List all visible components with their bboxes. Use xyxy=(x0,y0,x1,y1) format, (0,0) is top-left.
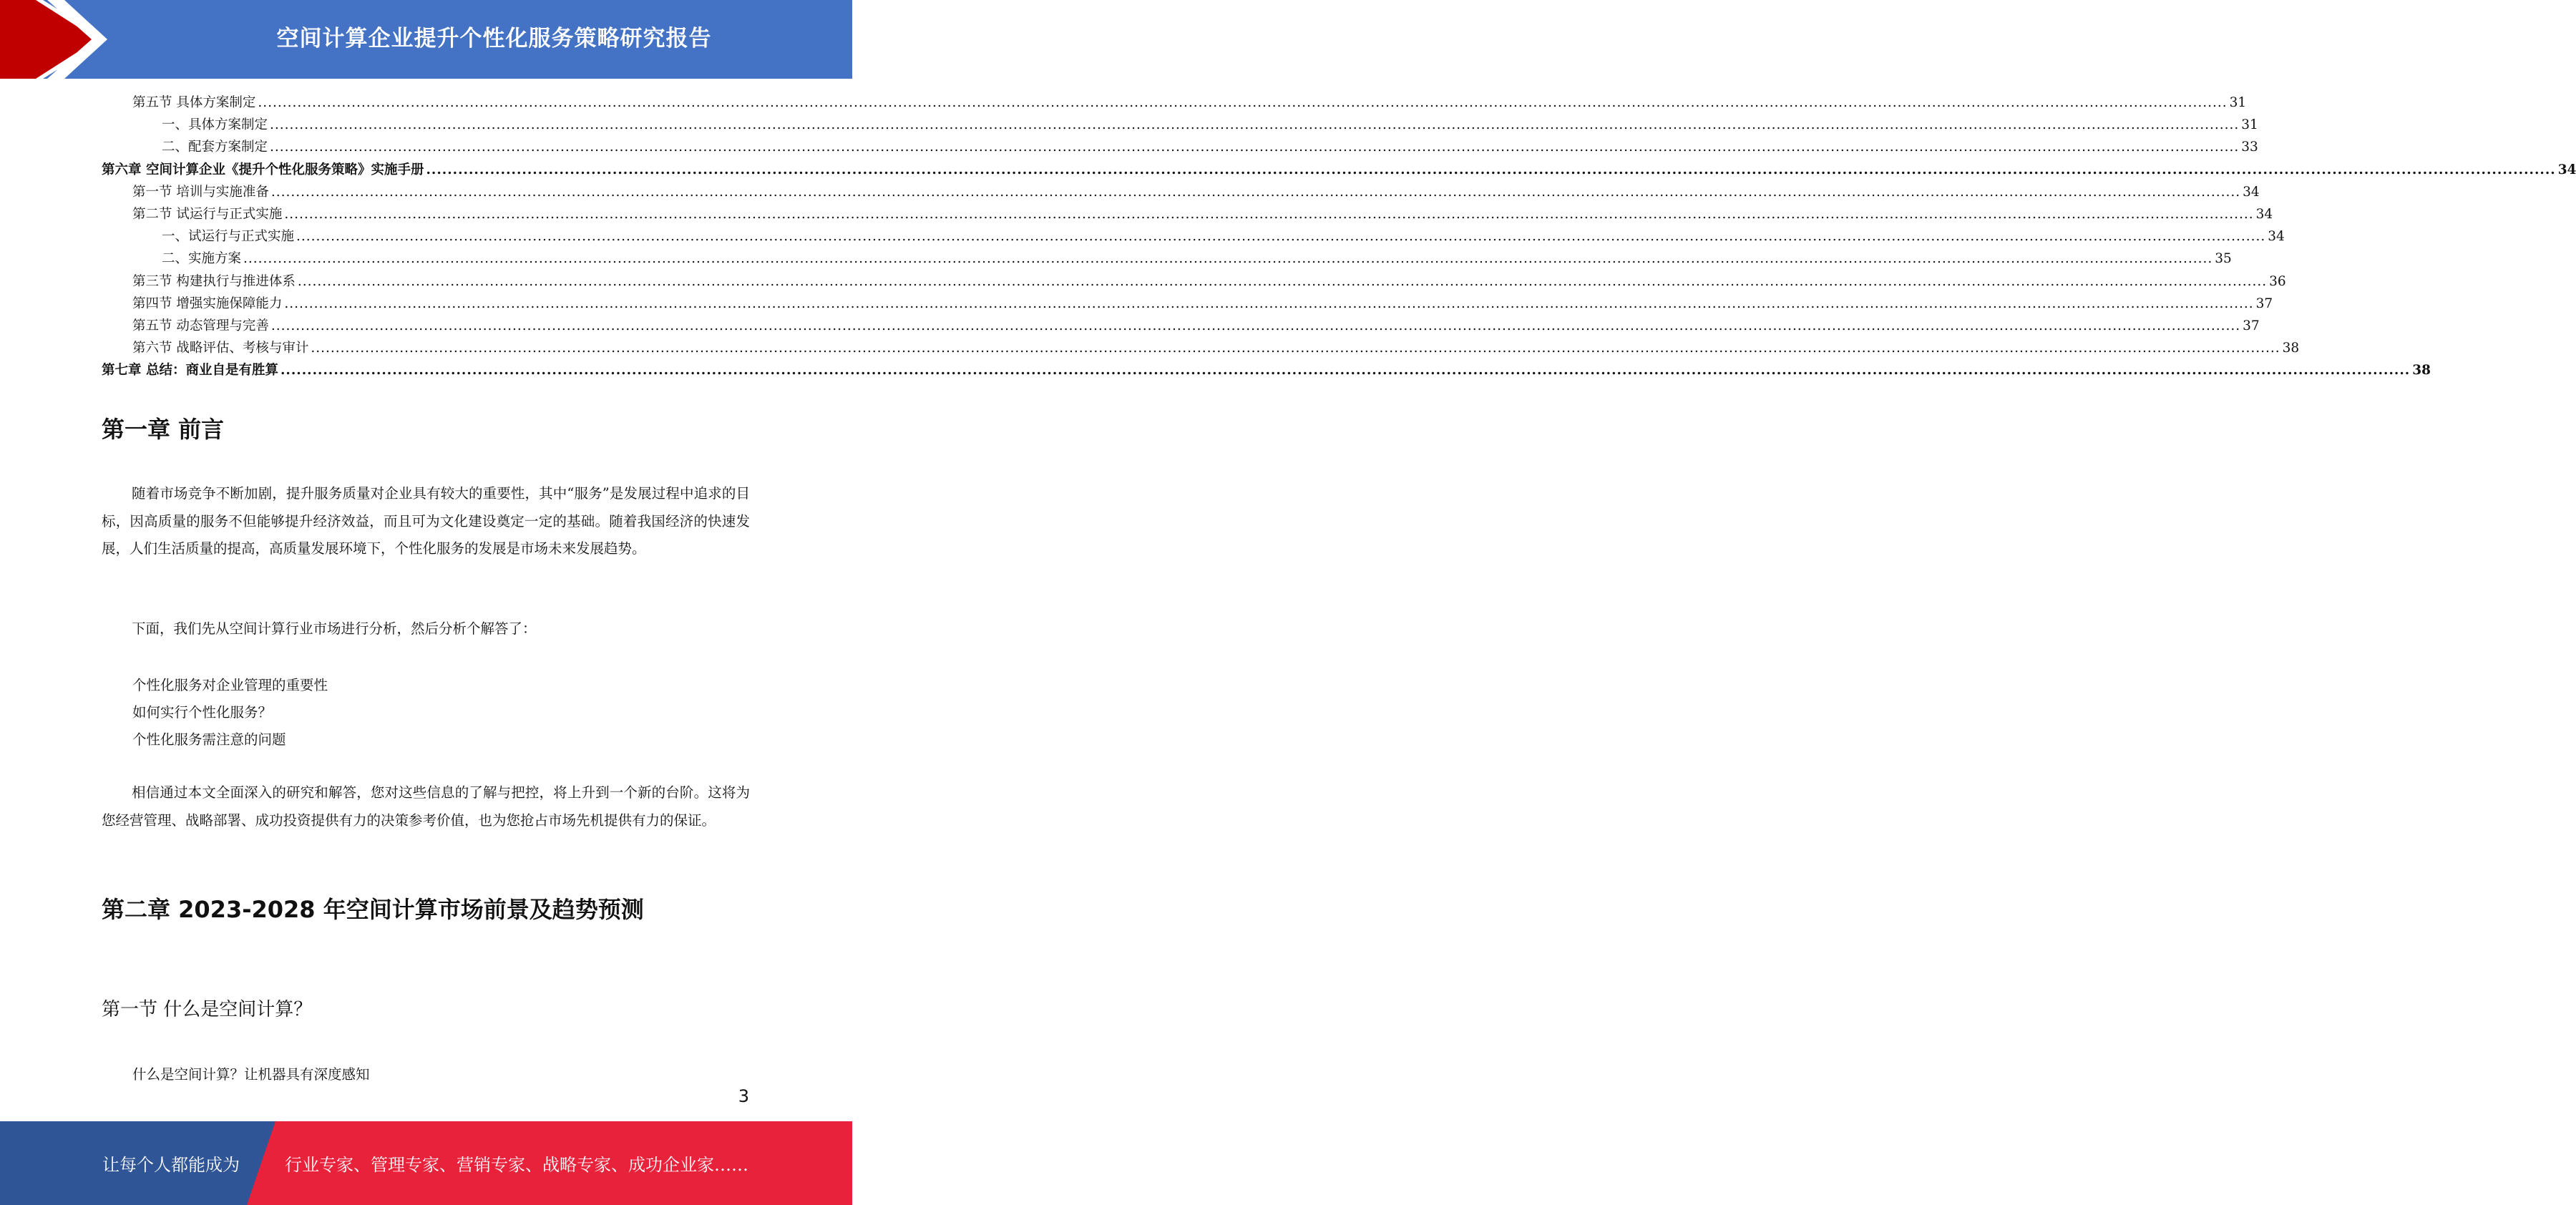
chapter-2-title: 第二章 2023-2028 年空间计算市场前景及趋势预测 xyxy=(102,896,644,923)
footer-slogan-left: 让每个人都能成为 xyxy=(102,1155,240,1175)
toc-entry-label: 第三节 构建执行与推进体系 xyxy=(132,273,296,289)
toc-entry-label: 二、实施方案 xyxy=(162,251,242,267)
toc-entry[interactable] xyxy=(102,359,2431,381)
toc-leader-dots: ................................................................................................................................................................................................................................................................................................................................................................................................................ xyxy=(284,206,2254,222)
page-header xyxy=(0,0,852,79)
toc-entry-page: 36 xyxy=(2269,273,2286,289)
toc-entry-label: 第二节 试运行与正式实施 xyxy=(132,206,283,222)
toc-entry-page: 37 xyxy=(2255,296,2273,311)
toc-entry[interactable] xyxy=(102,92,2247,114)
toc-entry-page: 34 xyxy=(2255,206,2273,222)
toc-entry-page: 37 xyxy=(2243,318,2260,333)
chapter-1-title: 第一章 前言 xyxy=(102,416,225,443)
toc-leader-dots: ................................................................................................................................................................................................................................................................................................................................................................................................................ xyxy=(297,273,2268,289)
toc-leader-dots: ................................................................................................................................................................................................................................................................................................................................................................................................................ xyxy=(270,318,2241,333)
toc-entry-label: 第六章 空间计算企业《提升个性化服务策略》实施手册 xyxy=(102,162,424,177)
toc-entry-label: 第一节 培训与实施准备 xyxy=(132,184,269,200)
toc-entry[interactable] xyxy=(102,337,2300,359)
toc-entry[interactable] xyxy=(102,181,2260,203)
page-footer xyxy=(0,1121,852,1205)
toc-entry[interactable] xyxy=(102,203,2273,225)
toc-entry-label: 第五节 动态管理与完善 xyxy=(132,318,269,333)
toc-entry-label: 一、具体方案制定 xyxy=(162,117,268,133)
toc-entry-page: 38 xyxy=(2282,341,2300,356)
toc-leader-dots: ................................................................................................................................................................................................................................................................................................................................................................................................................ xyxy=(270,184,2241,200)
toc-entry[interactable] xyxy=(102,225,2285,248)
toc-entry-page: 38 xyxy=(2412,363,2431,379)
toc-entry-page: 34 xyxy=(2557,162,2576,177)
toc-entry[interactable] xyxy=(102,159,2576,181)
toc-entry[interactable] xyxy=(102,293,2273,315)
toc-leader-dots: ................................................................................................................................................................................................................................................................................................................................................................................................................ xyxy=(270,117,2240,133)
list-item: 个性化服务需注意的问题 xyxy=(132,731,286,748)
toc-leader-dots: ................................................................................................................................................................................................................................................................................................................................................................................................................ xyxy=(243,251,2213,267)
toc-leader-dots: ................................................................................................................................................................................................................................................................................................................................................................................................................ xyxy=(270,140,2240,155)
toc-leader-dots: ................................................................................................................................................................................................................................................................................................................................................................................................................ xyxy=(284,296,2254,311)
footer-slogan-right: 行业专家、管理专家、营销专家、战略专家、成功企业家…… xyxy=(285,1155,748,1175)
toc-entry[interactable] xyxy=(102,270,2286,293)
chapter-1-paragraph-1: 随着市场竞争不断加剧，提升服务质量对企业具有较大的重要性，其中“服务”是发展过程中追求的目标，因高质量的服务不但能够提升经济效益，而且可为文化建设奠定一定的基础。随着我国经济的快速发展，人们生活质量的提高，高质量发展环境下，个性化服务的发展是市场未来发展趋势。 xyxy=(102,485,750,557)
toc-leader-dots: ................................................................................................................................................................................................................................................................................................................................................................................................................ xyxy=(280,363,2411,379)
toc-entry-page: 31 xyxy=(2229,95,2247,110)
toc-entry-page: 34 xyxy=(2243,184,2260,200)
toc-entry[interactable] xyxy=(102,248,2232,270)
page-number: 3 xyxy=(738,1086,749,1106)
toc-leader-dots: ................................................................................................................................................................................................................................................................................................................................................................................................................ xyxy=(258,95,2228,110)
toc-entry-page: 33 xyxy=(2241,140,2258,155)
toc-entry-label: 第七章 总结：商业自是有胜算 xyxy=(102,363,278,379)
toc-entry-label: 一、试运行与正式实施 xyxy=(162,229,295,245)
toc-entry[interactable] xyxy=(102,114,2258,136)
report-title: 空间计算企业提升个性化服务策略研究报告 xyxy=(276,26,712,52)
chapter-1-paragraph-3: 相信通过本文全面深入的研究和解答，您对这些信息的了解与把控，将上升到一个新的台阶。这将为您经营管理、战略部署、成功投资提供有力的决策参考价值，也为您抢占市场先机提供有力的保证。 xyxy=(102,784,750,829)
toc-entry-label: 二、配套方案制定 xyxy=(162,140,268,155)
toc-entry-page: 35 xyxy=(2215,251,2232,267)
toc-leader-dots: ................................................................................................................................................................................................................................................................................................................................................................................................................ xyxy=(296,229,2266,245)
toc-leader-dots: ................................................................................................................................................................................................................................................................................................................................................................................................................ xyxy=(426,162,2556,177)
toc-entry-page: 34 xyxy=(2268,229,2285,245)
section-1-text: 什么是空间计算？让机器具有深度感知 xyxy=(132,1066,370,1083)
table-of-contents xyxy=(102,92,2576,381)
toc-entry-label: 第六节 战略评估、考核与审计 xyxy=(132,341,309,356)
toc-entry[interactable] xyxy=(102,315,2260,337)
toc-entry-page: 31 xyxy=(2241,117,2258,133)
list-item: 如何实行个性化服务？ xyxy=(132,704,273,721)
section-1-title: 第一节 什么是空间计算？ xyxy=(102,999,313,1020)
toc-leader-dots: ................................................................................................................................................................................................................................................................................................................................................................................................................ xyxy=(311,341,2280,356)
toc-entry[interactable] xyxy=(102,136,2258,158)
header-arrow-decoration xyxy=(0,0,157,79)
chapter-1-paragraph-2: 下面，我们先从空间计算行业市场进行分析，然后分析个解答了： xyxy=(132,620,537,637)
toc-entry-label: 第五节 具体方案制定 xyxy=(132,95,256,110)
list-item: 个性化服务对企业管理的重要性 xyxy=(132,677,328,693)
toc-entry-label: 第四节 增强实施保障能力 xyxy=(132,296,283,311)
